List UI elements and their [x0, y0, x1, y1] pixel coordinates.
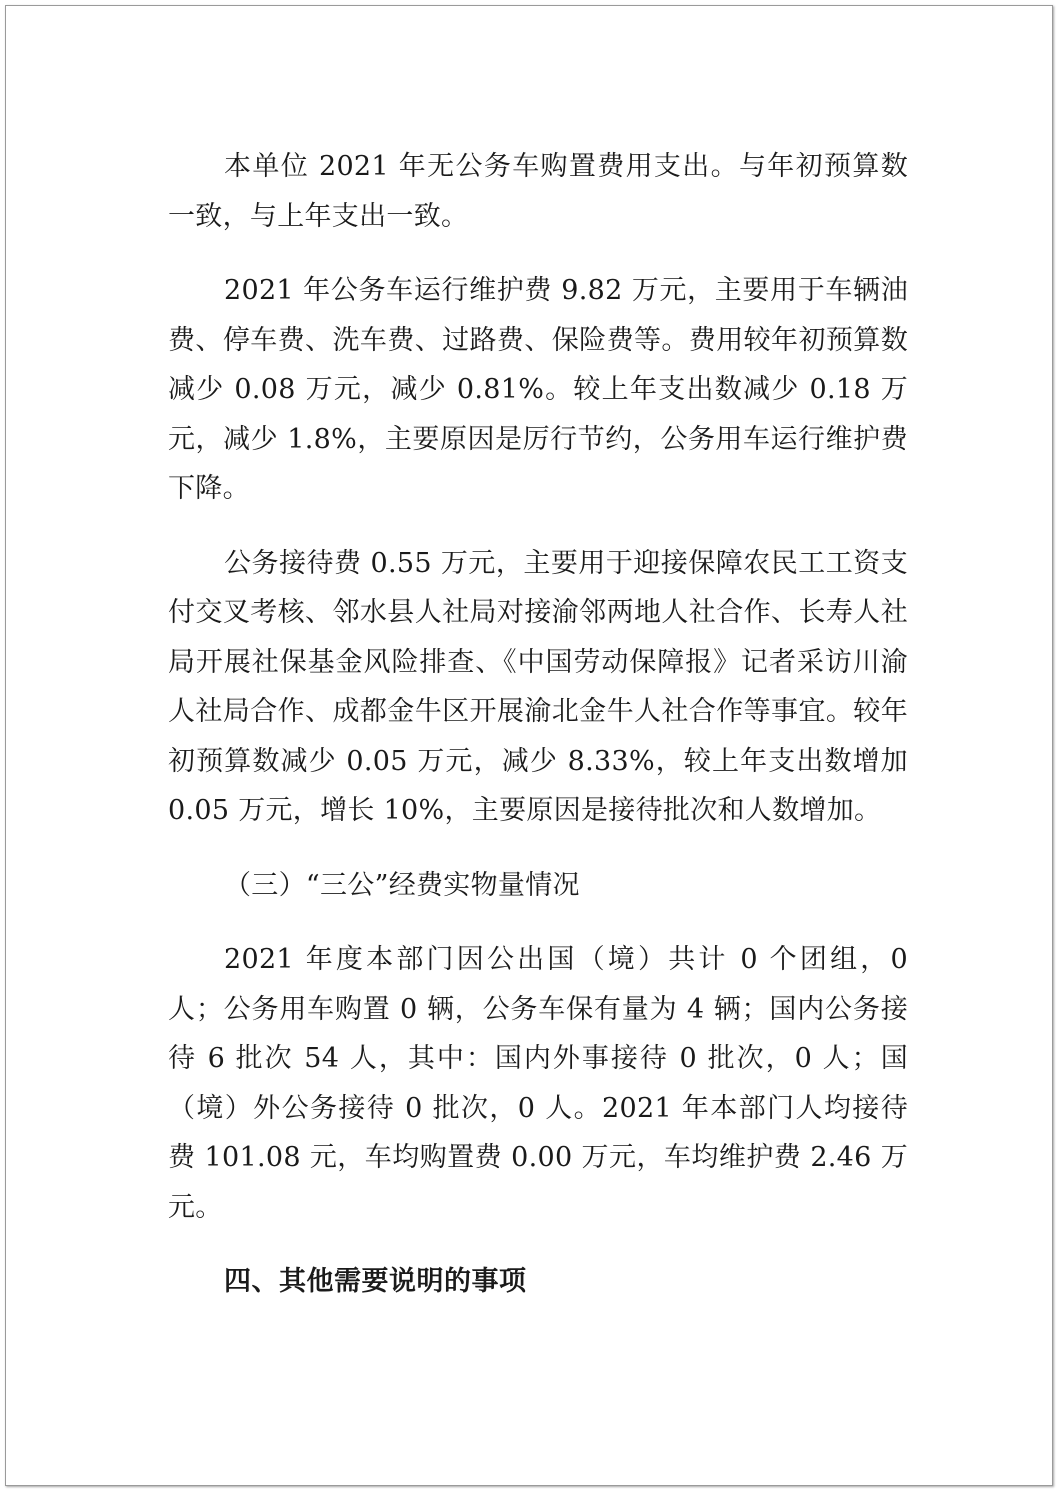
paragraph-physical-quantity: 2021 年度本部门因公出国（境）共计 0 个团组，0 人；公务用车购置 0 辆，公务车保有量为 4 辆；国内公务接待 6 批次 54 人，其中：国内外事接待 0 批次，0 人；国（境）外公务接待 0 批次，0 人。2021 年本部门人均接待费 101.08 元，车均购置费 0.00 万元，车均维护费 2.46 万元。	[168, 944, 908, 1223]
section-heading-other-matters: 四、其他需要说明的事项	[224, 1266, 527, 1297]
document-body	[168, 142, 908, 1307]
paragraph-vehicle-purchase: 本单位 2021 年无公务车购置费用支出。与年初预算数一致，与上年支出一致。	[168, 151, 908, 232]
paragraph-reception-expense: 公务接待费 0.55 万元，主要用于迎接保障农民工工资支付交叉考核、邻水县人社局对接渝邻两地人社合作、长寿人社局开展社保基金风险排查、《中国劳动保障报》记者采访川渝人社局合作、成都金牛区开展渝北金牛人社合作等事宜。较年初预算数减少 0.05 万元，减少 8.33%，较上年支出数增加 0.05 万元，增长 10%，主要原因是接待批次和人数增加。	[168, 547, 908, 826]
section-heading-physical-quantity: （三）“三公”经费实物量情况	[224, 869, 580, 901]
paragraph-vehicle-maintenance: 2021 年公务车运行维护费 9.82 万元，主要用于车辆油费、停车费、洗车费、过路费、保险费等。费用较年初预算数减少 0.08 万元，减少 0.81%。较上年支出数减少 0.18 万元，减少 1.8%，主要原因是厉行节约，公务用车运行维护费下降。	[168, 275, 908, 504]
document-page	[5, 5, 1053, 1486]
